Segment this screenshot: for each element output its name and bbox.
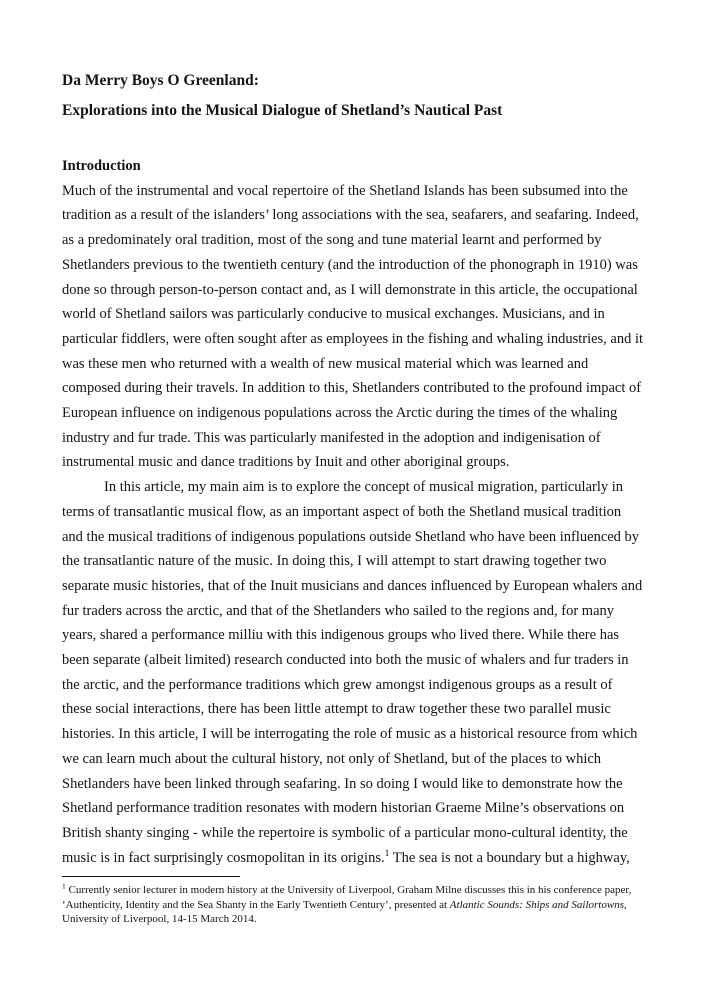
footnote-1-marker: 1 (62, 881, 66, 891)
footnote-reference-1: 1 (384, 848, 390, 859)
footnote-1-text-end: , University of Liverpool, 14-15 March 2014. (62, 898, 627, 925)
title-line-1: Da Merry Boys O Greenland: (62, 72, 259, 89)
paragraph-1: Much of the instrumental and vocal repertoire of the Shetland Islands has been subsumed into the tradition as a result of the islanders’ long associations with the sea, seafarers, and seafaring. Indeed, as a predominately oral tradition, most of the song and tune material learnt and performed by Shetlanders previous to the twentieth century (and the introduction of the phonograph in 1910) was done so through person-to-person contact and, as I will demonstrate in this article, the occupational world of Shetland sailors was particularly conducive to musical exchanges. Musicians, and in particular fiddlers, were often sought after as employees in the fishing and whaling industries, and it was these men who returned with a wealth of new musical material which was learned and composed during their travels. In addition to this, Shetlanders contributed to the profound impact of European influence on indigenous populations across the Arctic during the times of the whaling industry and fur trade. This was particularly manifested in the adoption and indigenisation of instrumental music and dance traditions by Inuit and other aboriginal groups. (62, 182, 644, 471)
paragraph-2-text: In this article, my main aim is to explore the concept of musical migration, particularly in terms of transatlantic musical flow, as an important aspect of both the Shetland musical tradition and the musical traditions of indigenous populations outside Shetland who have been influenced by the transatlantic nature of the music. In doing this, I will attempt to start drawing together two separate music histories, that of the Inuit musicians and dances influenced by European whalers and fur traders across the arctic, and that of the Shetlanders who sailed to the regions and, for many years, shared a performance milliu with this indigenous groups who lived there. While there has been separate (albeit limited) research conducted into both the music of whalers and fur traders in the arctic, and the performance traditions which grew amongst indigenous groups as a result of these social interactions, there has been little attempt to draw together these two parallel music histories. In this article, I will be interrogating the role of music as a historical resource from which we can learn much about the cultural history, not only of Shetland, but of the places to which Shetlanders have been linked through seafaring. In so doing I would like to demonstrate how the Shetland performance tradition resonates with modern historian Graeme Milne’s observations on British shanty singing - while the repertoire is symbolic of a particular mono-cultural identity, the music is in fact surprisingly cosmopolitan in its origins. (62, 479, 643, 866)
footnote-1-text: Currently senior lecturer in modern history at the University of Liverpool, Graham Milne discusses this in his conference paper, ‘Authenticity, Identity and the Sea Shanty in the Early Twentieth Century’, presented at (62, 884, 632, 911)
footnote-1 (62, 883, 645, 927)
section-heading-introduction: Introduction (62, 158, 141, 174)
document-title (62, 66, 645, 126)
footnote-separator-rule (62, 876, 240, 877)
paragraph-2-continuation: The sea is not a boundary but a highway, (389, 849, 630, 866)
paragraph-2 (62, 475, 645, 870)
title-line-2: Explorations into the Musical Dialogue of Shetland’s Nautical Past (62, 102, 503, 119)
footnote-area (62, 876, 645, 927)
footnote-1-conference-title: Atlantic Sounds: Ships and Sailortowns (449, 898, 624, 911)
